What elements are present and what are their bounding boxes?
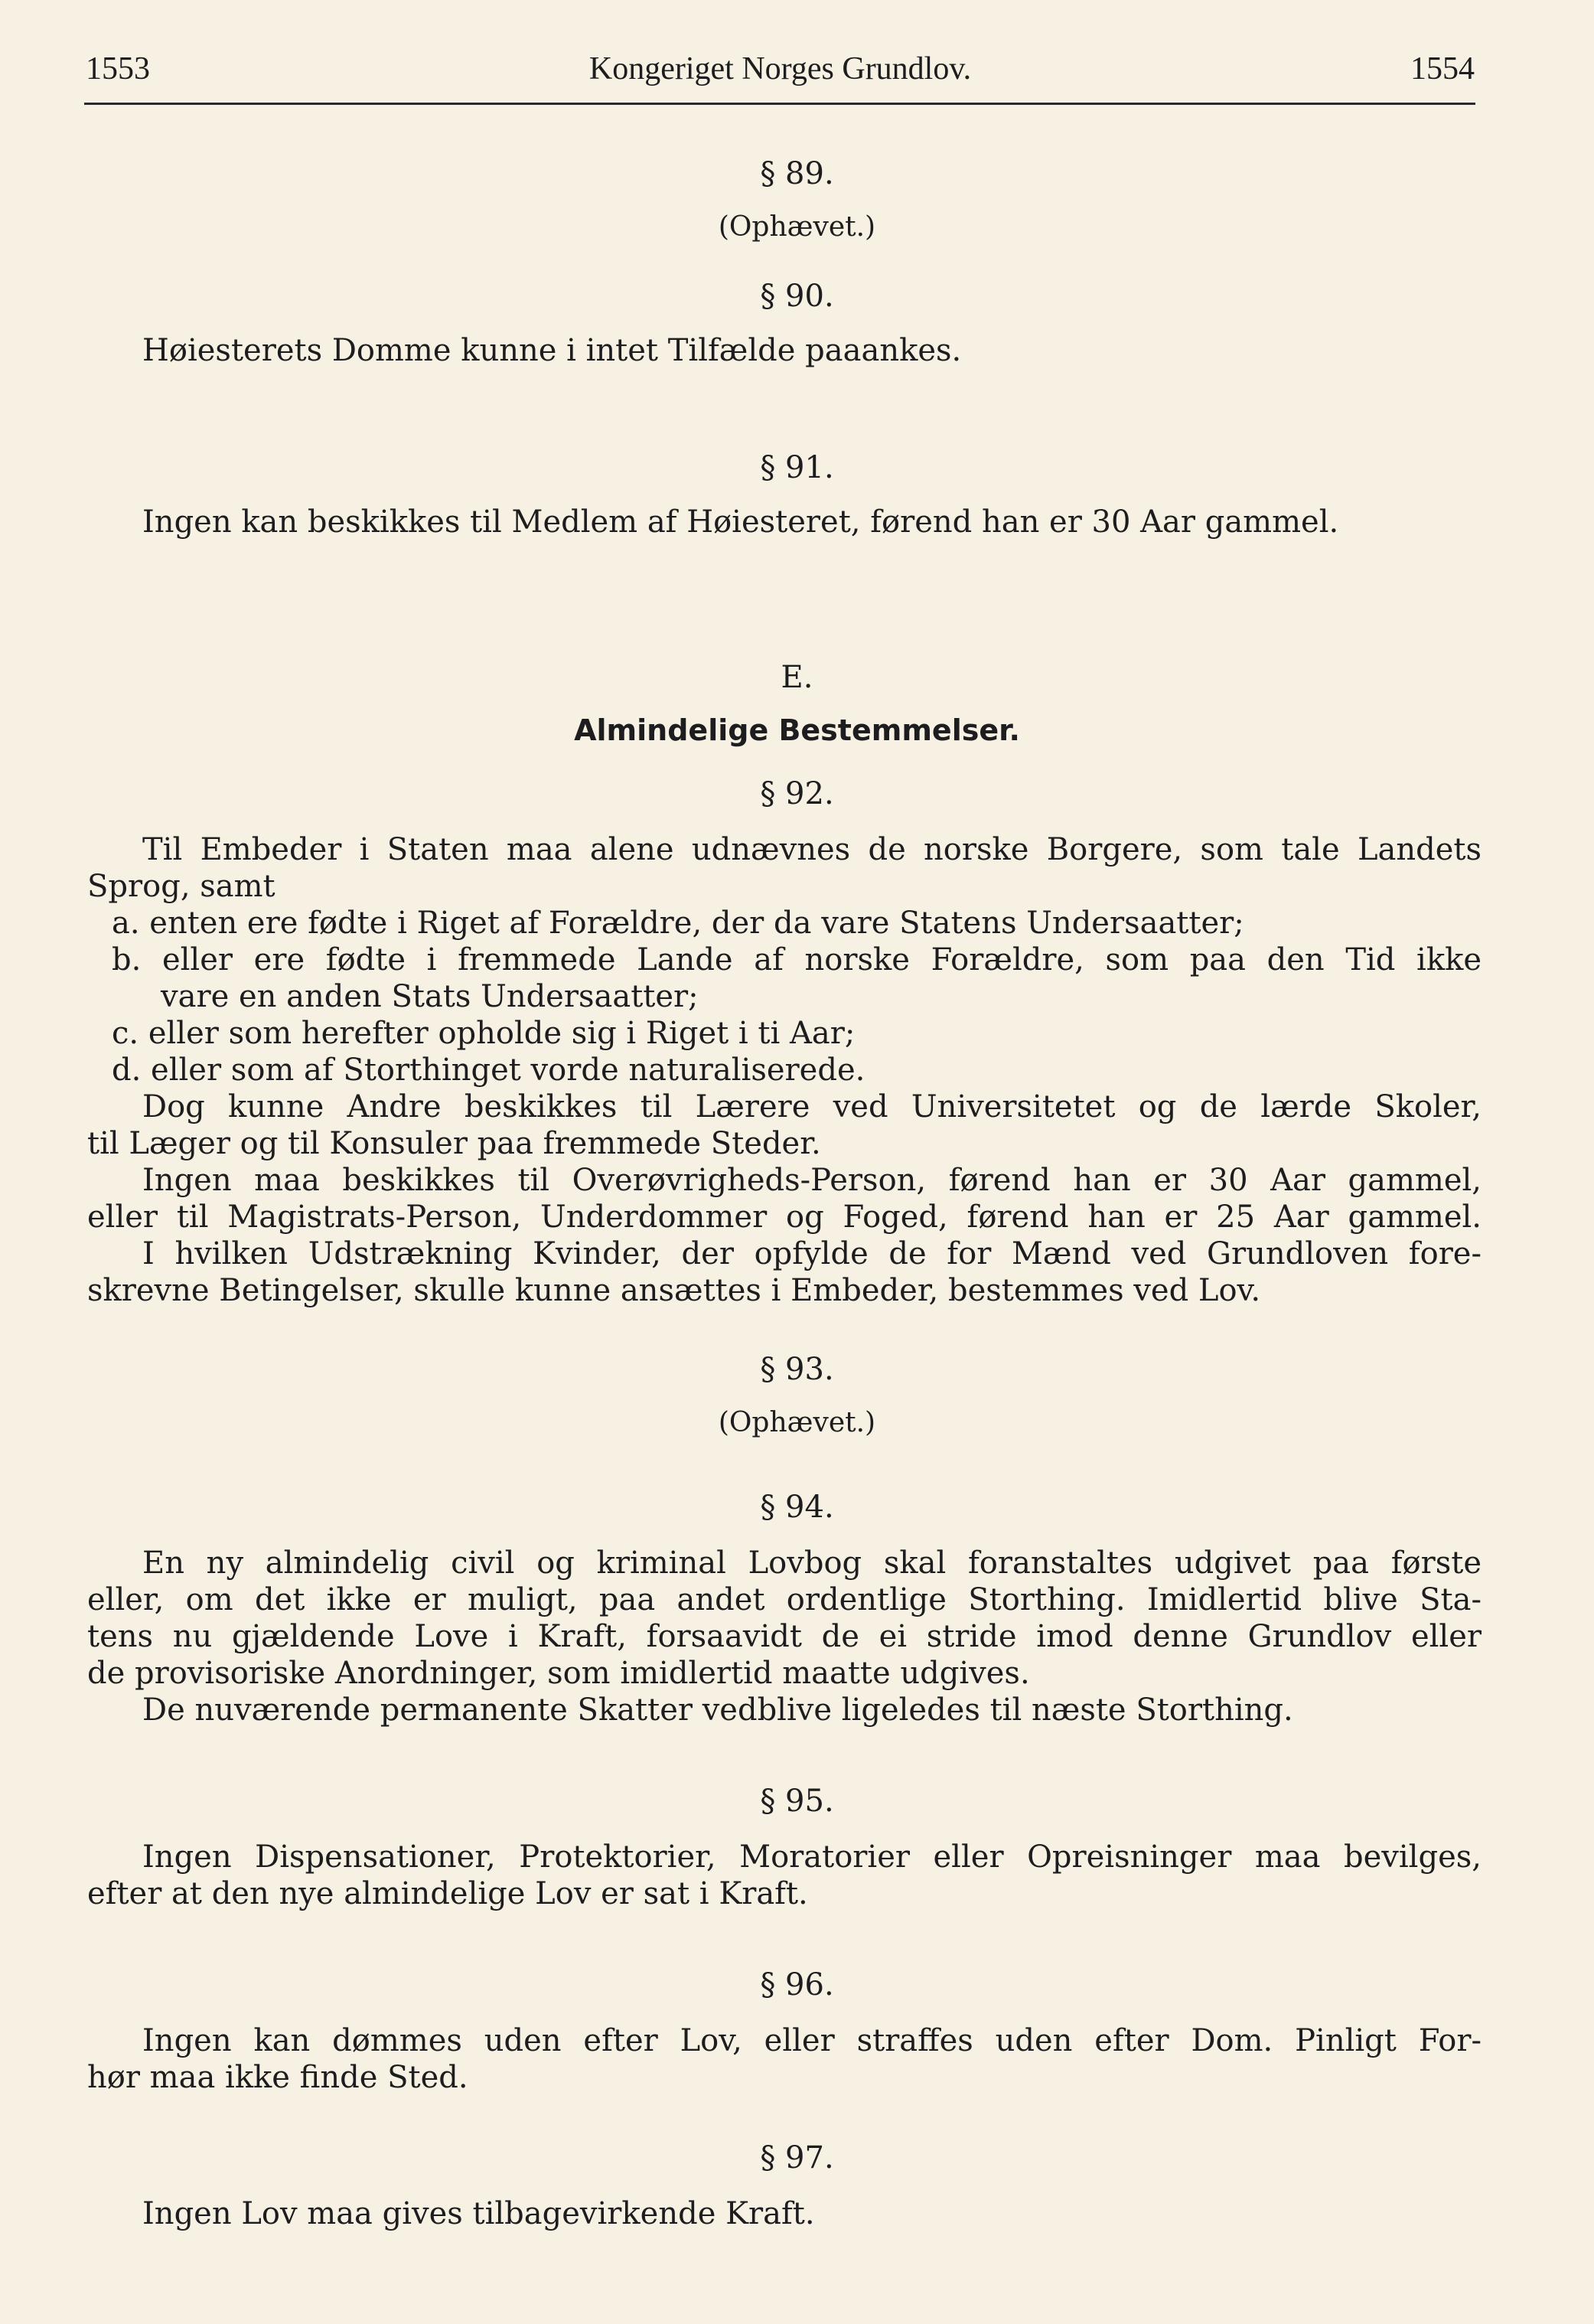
- section-95-line-2: efter at den nye almindelige Lov er sat i Kraft.: [87, 1876, 808, 1911]
- section-89-heading: § 89.: [760, 156, 834, 191]
- section-96-heading: § 96.: [760, 1967, 834, 2002]
- section-92-item-a: a. enten ere fødte i Riget af Forældre, der da vare Statens Undersaatter;: [112, 906, 1244, 941]
- section-94-line-3: tens nu gjældende Love i Kraft, forsaavidt de ei stride imod denne Grundlov eller: [87, 1619, 1482, 1654]
- section-91-text: Ingen kan beskikkes til Medlem af Høiesteret, førend han er 30 Aar gammel.: [142, 504, 1339, 540]
- section-92-line-11: eller til Magistrats-Person, Underdommer og Foged, førend han er 25 Aar gammel.: [87, 1200, 1482, 1235]
- section-92-line-12: I hvilken Udstrækning Kvinder, der opfylde de for Mænd ved Grundloven fore-: [142, 1236, 1482, 1271]
- section-96-line-2: hør maa ikke finde Sted.: [87, 2060, 468, 2095]
- section-97-heading: § 97.: [760, 2140, 834, 2175]
- section-93-note: (Ophævet.): [718, 1407, 876, 1438]
- section-94-heading: § 94.: [760, 1490, 834, 1525]
- left-page-number: 1553: [86, 51, 150, 86]
- running-title: Kongeriget Norges Grundlov.: [588, 51, 972, 86]
- section-92-item-b: b. eller ere fødte i fremmede Lande af norske Forældre, som paa den Tid ikke: [112, 942, 1482, 978]
- section-93-heading: § 93.: [760, 1352, 834, 1387]
- section-92-item-d: d. eller som af Storthinget vorde naturaliserede.: [112, 1053, 865, 1088]
- section-92-line-1: Til Embeder i Staten maa alene udnævnes de norske Borgere, som tale Landets: [142, 832, 1482, 867]
- chapter-letter: E.: [781, 660, 813, 695]
- section-92-line-10: Ingen maa beskikkes til Overøvrigheds-Person, førend han er 30 Aar gammel,: [142, 1163, 1482, 1198]
- section-90-text: Høiesterets Domme kunne i intet Tilfælde paaankes.: [142, 333, 962, 368]
- section-95-heading: § 95.: [760, 1784, 834, 1819]
- section-91-heading: § 91.: [760, 450, 834, 485]
- section-94-line-2: eller, om det ikke er muligt, paa andet ordentlige Storthing. Imidlertid blive Sta-: [87, 1582, 1482, 1617]
- right-page-number: 1554: [1410, 51, 1475, 86]
- section-95-line-1: Ingen Dispensationer, Protektorier, Moratorier eller Opreisninger maa bevilges,: [142, 1839, 1482, 1875]
- page-header: [86, 51, 1475, 96]
- section-94-line-4: de provisoriske Anordninger, som imidlertid maatte udgives.: [87, 1656, 1030, 1691]
- section-94-line-5: De nuværende permanente Skatter vedblive ligeledes til næste Storthing.: [142, 1692, 1293, 1728]
- section-92-line-2: Sprog, samt: [87, 869, 275, 904]
- section-90-heading: § 90.: [760, 279, 834, 314]
- section-92-line-9: til Læger og til Konsuler paa fremmede Steder.: [87, 1126, 821, 1161]
- section-96-line-1: Ingen kan dømmes uden efter Lov, eller straffes uden efter Dom. Pinligt For-: [142, 2023, 1482, 2058]
- section-92-heading: § 92.: [760, 776, 834, 811]
- section-92-item-b-cont: vare en anden Stats Undersaatter;: [161, 979, 699, 1014]
- chapter-title: Almindelige Bestemmelser.: [574, 713, 1020, 747]
- header-rule: [84, 103, 1475, 105]
- section-92-line-8: Dog kunne Andre beskikkes til Lærere ved Universitetet og de lærde Skoler,: [142, 1089, 1482, 1124]
- section-97-text: Ingen Lov maa gives tilbagevirkende Kraft.: [142, 2196, 815, 2231]
- section-89-note: (Ophævet.): [718, 211, 876, 243]
- section-92-item-c: c. eller som herefter opholde sig i Riget i ti Aar;: [112, 1016, 856, 1051]
- section-92-line-13: skrevne Betingelser, skulle kunne ansættes i Embeder, bestemmes ved Lov.: [87, 1273, 1261, 1308]
- section-94-line-1: En ny almindelig civil og kriminal Lovbog skal foranstaltes udgivet paa første: [142, 1546, 1482, 1581]
